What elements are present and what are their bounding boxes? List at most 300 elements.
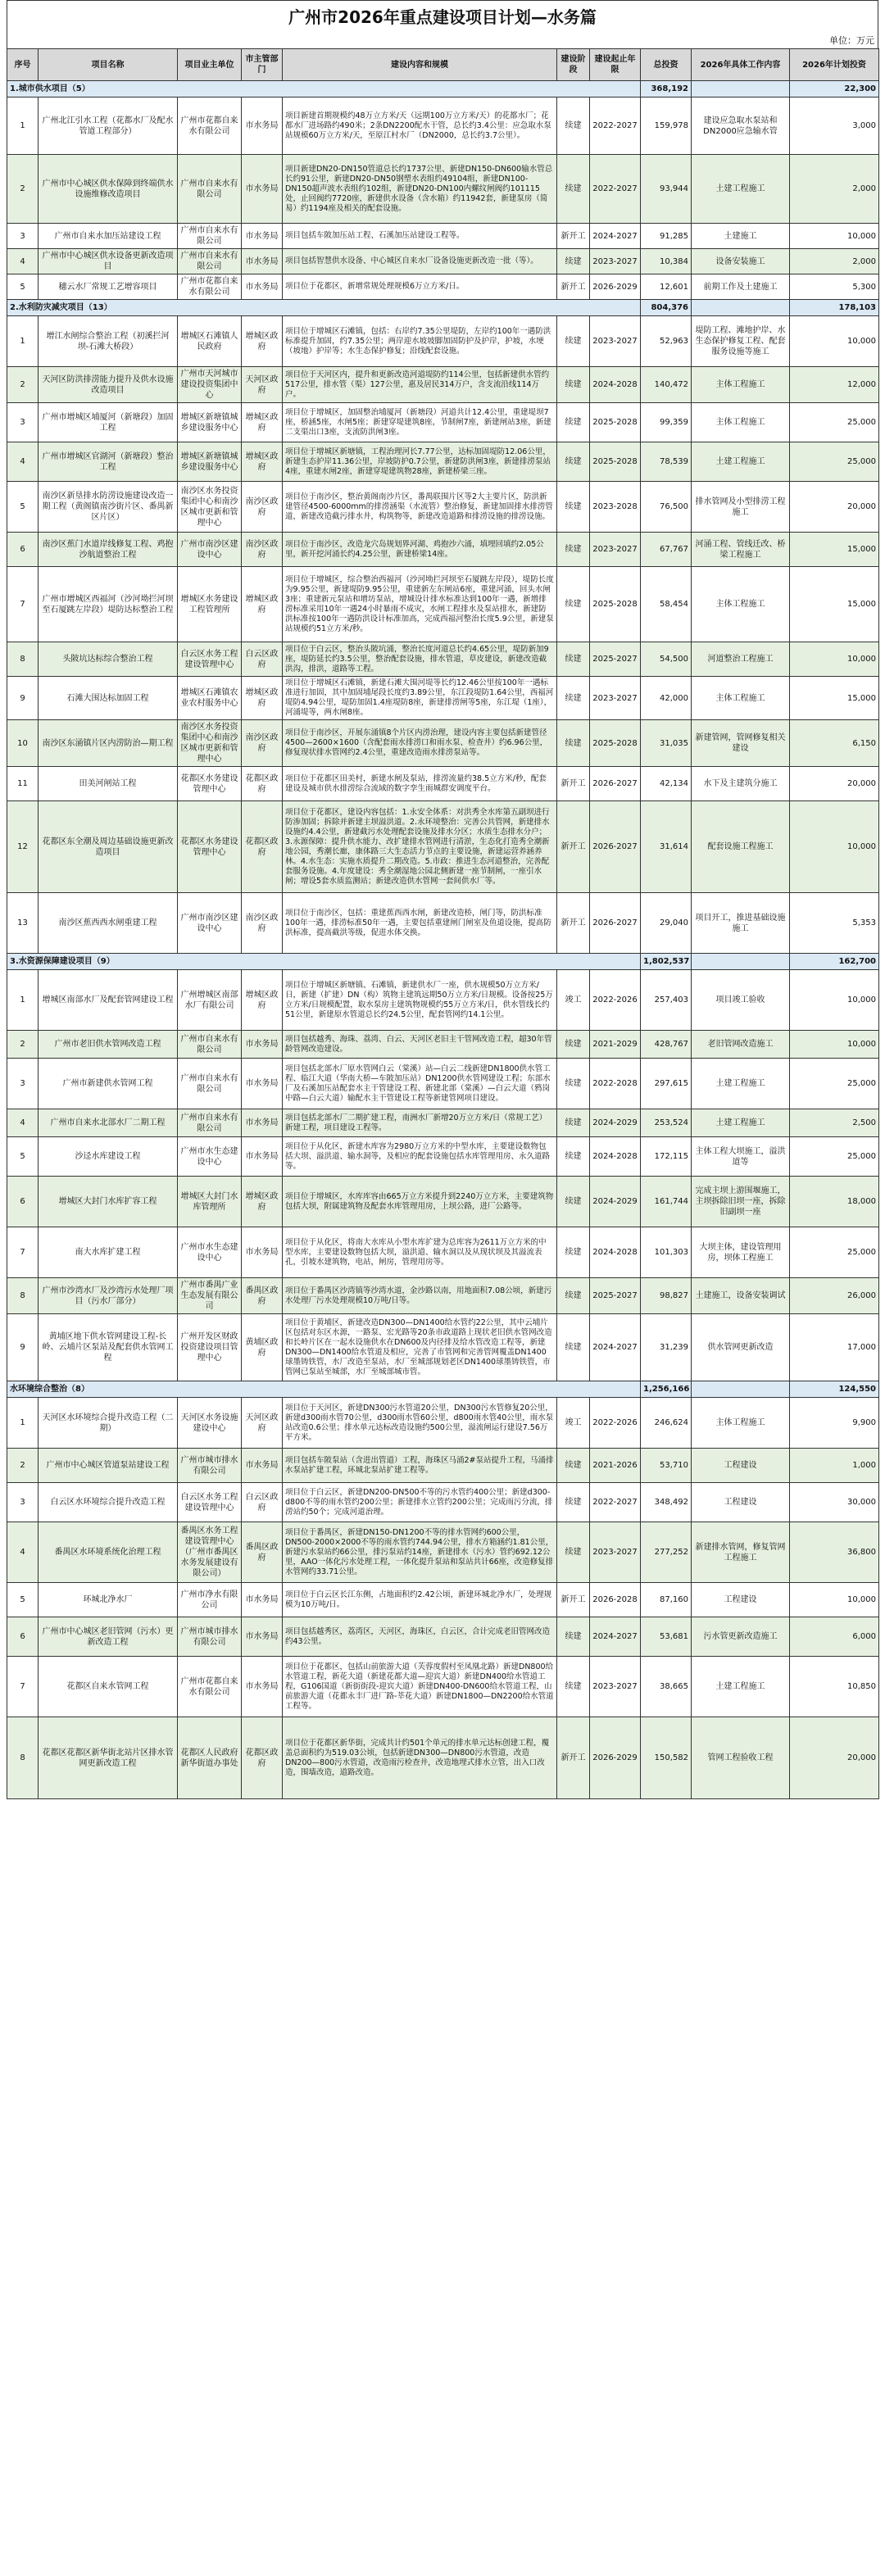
table-row xyxy=(7,1059,879,1109)
cell-content: 项目位于番禺区，新建DN150-DN1200不等的排水管网约600公里，DN500-2000×2000不等的雨水管约744.94公里，排水方箱涵约1.81公里，新建污水泵站约66公里，排污泵站约14座，新建排水（污水）管约692.12公里，AAO一体化污水处理工程，一体化提升泵站和泵站共计66座，改造修复排水管网约33.71公里。 xyxy=(283,1522,557,1583)
cell-content: 项目位于白云区长江东侧，占地面积约2.42公顷，新建环城北净水厂，处理规模为10万吨/日。 xyxy=(283,1583,557,1617)
cell-project-name: 广州市老旧供水管网改造工程 xyxy=(39,1031,178,1059)
cell-stage: 新开工 xyxy=(557,801,590,893)
cell-project-name: 沙迳水库建设工程 xyxy=(39,1137,178,1177)
cell-project-name: 番禺区水环境系统化治理工程 xyxy=(39,1522,178,1583)
cell-index: 7 xyxy=(7,1657,39,1717)
table-row xyxy=(7,1483,879,1522)
cell-stage: 续建 xyxy=(557,249,590,274)
cell-work-content: 配套设施工程施工 xyxy=(692,801,790,893)
table-row xyxy=(7,970,879,1031)
cell-total-investment: 277,252 xyxy=(641,1522,692,1583)
table-row xyxy=(7,274,879,300)
cell-department: 南沙区政府 xyxy=(242,893,283,954)
cell-index: 4 xyxy=(7,1109,39,1137)
cell-index: 7 xyxy=(7,1227,39,1278)
table-row xyxy=(7,1617,879,1657)
cell-plan-investment: 10,000 xyxy=(790,224,879,249)
cell-plan-investment: 6,000 xyxy=(790,1617,879,1657)
cell-stage: 续建 xyxy=(557,1522,590,1583)
cell-owner: 广州市花都自来水有限公司 xyxy=(178,98,242,155)
cell-years: 2023-2027 xyxy=(590,533,641,567)
cell-years: 2023-2028 xyxy=(590,482,641,533)
cell-years: 2026-2027 xyxy=(590,801,641,893)
cell-work-content: 土建工程施工 xyxy=(692,1109,790,1137)
cell-years: 2023-2027 xyxy=(590,316,641,367)
cell-total-investment: 12,601 xyxy=(641,274,692,300)
cell-content: 项目位于花都区田美村，新建水闸及泵站，排涝流量约38.5立方米/秒，配套建设及城市供水排涝综合流域的数字孪生雨城群安调度平台。 xyxy=(283,767,557,801)
cell-department: 花都区政府 xyxy=(242,1717,283,1799)
cell-stage: 续建 xyxy=(557,1314,590,1381)
cell-total-investment: 53,681 xyxy=(641,1617,692,1657)
table-row xyxy=(7,801,879,893)
cell-years: 2025-2028 xyxy=(590,442,641,482)
cell-plan-investment: 10,000 xyxy=(790,642,879,677)
cell-stage: 续建 xyxy=(557,642,590,677)
cell-owner: 广州市城市排水有限公司 xyxy=(178,1617,242,1657)
cell-department: 增城区政府 xyxy=(242,677,283,720)
cell-index: 1 xyxy=(7,970,39,1031)
cell-content: 项目位于南沙区，改造龙穴岛规划界河湖、鸡抱沙六涌，填埋回填约2.05公里，新开挖河涌长约4.25公里，新建桥梁14座。 xyxy=(283,533,557,567)
cell-project-name: 广州市中心城区供水保障到终端供水设施维修改造项目 xyxy=(39,155,178,224)
cell-content: 项目包括越秀区，荔湾区，天河区，海珠区，白云区，合计完成老旧管网改造约43公里。 xyxy=(283,1617,557,1657)
cell-department: 白云区政府 xyxy=(242,642,283,677)
cell-plan-investment: 6,150 xyxy=(790,720,879,767)
cell-content: 项目包括北部水厂二期扩建工程，南洲水厂新增20万立方米/日（常规工艺）新建工程，项目建设工程等。 xyxy=(283,1109,557,1137)
cell-work-content: 管网工程验收工程 xyxy=(692,1717,790,1799)
cell-index: 5 xyxy=(7,1137,39,1177)
cell-work-content: 排水管网及小型排涝工程施工 xyxy=(692,482,790,533)
cell-project-name: 增城区南部水厂及配套管网建设工程 xyxy=(39,970,178,1031)
section-row xyxy=(7,81,879,98)
cell-years: 2024-2027 xyxy=(590,1617,641,1657)
cell-total-investment: 253,524 xyxy=(641,1109,692,1137)
cell-content: 项目位于花都区，包括山前旅游大道（芙蓉度假村至凤凰北路）新建DN800给水管道工程，新花大道（新建花都大道—迎宾大道）新建DN400给水管道工程，G106国道（新街街段-迎宾大道）新建DN400-DN600给水管道工程，山前旅游大道（花都永丰厂进厂路-莘花大道）新建DN1800—DN2200给水管道工程等。 xyxy=(283,1657,557,1717)
cell-owner: 花都区水务建设管理中心 xyxy=(178,801,242,893)
cell-work-content: 土建施工，设备安装调试 xyxy=(692,1278,790,1314)
cell-department: 市水务局 xyxy=(242,1227,283,1278)
cell-stage: 续建 xyxy=(557,155,590,224)
cell-index: 7 xyxy=(7,567,39,642)
cell-index: 2 xyxy=(7,155,39,224)
cell-plan-investment: 25,000 xyxy=(790,1059,879,1109)
cell-index: 6 xyxy=(7,1177,39,1227)
cell-stage: 续建 xyxy=(557,98,590,155)
cell-stage: 续建 xyxy=(557,1657,590,1717)
cell-project-name: 白云区水环境综合提升改造工程 xyxy=(39,1483,178,1522)
cell-total-investment: 78,539 xyxy=(641,442,692,482)
cell-content: 项目位于天河区，新建DN300污水管道20公里，DN300污水管修复20公里，新建d300雨水管70公里，d300雨水管60公里，d800雨水管40公里，雨水泵站改造0.6公里；排水单元达标改造设施约500公里，溢流闸运行建设7.56万平方米。 xyxy=(283,1398,557,1449)
cell-stage: 新开工 xyxy=(557,893,590,954)
cell-plan-investment: 25,000 xyxy=(790,403,879,442)
cell-content: 项目位于增城区新塘镇、石滩镇，新建供水厂一座，供水规模50万立方米/日，新建（扩建）DN（构）筑物主建筑远期50万立方米/日规模。设备按25万立方米/日规模配置，取水泵房主建筑物规模约55万立方米/日，供水管线长约51公里，新建原水管道总长约24.5公里，配套管网约14.1公里。 xyxy=(283,970,557,1031)
header-cell: 市主管部门 xyxy=(242,49,283,81)
cell-years: 2021-2026 xyxy=(590,1449,641,1483)
cell-owner: 增城区新塘镇城乡建设服务中心 xyxy=(178,442,242,482)
cell-years: 2026-2029 xyxy=(590,274,641,300)
cell-owner: 广州市自来水有限公司 xyxy=(178,224,242,249)
cell-total-investment: 31,239 xyxy=(641,1314,692,1381)
cell-project-name: 穗云水厂常规工艺增容项目 xyxy=(39,274,178,300)
cell-project-name: 南沙区东涌镇片区内涝防治—期工程 xyxy=(39,720,178,767)
cell-project-name: 花都区东全潮及周边基础设施更新改造项目 xyxy=(39,801,178,893)
cell-plan-investment: 10,000 xyxy=(790,316,879,367)
cell-project-name: 花都区自来水管网工程 xyxy=(39,1657,178,1717)
cell-index: 9 xyxy=(7,1314,39,1381)
cell-total-investment: 42,134 xyxy=(641,767,692,801)
header-cell: 建设内容和规模 xyxy=(283,49,557,81)
cell-plan-investment: 2,000 xyxy=(790,155,879,224)
cell-department: 市水务局 xyxy=(242,1617,283,1657)
table-row xyxy=(7,677,879,720)
cell-total-investment: 428,767 xyxy=(641,1031,692,1059)
cell-plan-investment: 10,000 xyxy=(790,1031,879,1059)
cell-department: 花都区政府 xyxy=(242,767,283,801)
cell-years: 2025-2027 xyxy=(590,642,641,677)
cell-content: 项目位于南沙区，包括：重建蕉西西水闸，新建改造桥，闸门等，防洪标准100年一遇，排涝标准50年一遇，主要包括重建闸门闸室及鱼道设施，提高防洪标准，提高截洪等级，促进水体交换。 xyxy=(283,893,557,954)
cell-total-investment: 54,500 xyxy=(641,642,692,677)
cell-index: 12 xyxy=(7,801,39,893)
cell-owner: 广州市水生态建设中心 xyxy=(178,1137,242,1177)
table-row xyxy=(7,767,879,801)
cell-years: 2022-2027 xyxy=(590,1483,641,1522)
cell-department: 黄埔区政府 xyxy=(242,1314,283,1381)
cell-total-investment: 76,500 xyxy=(641,482,692,533)
cell-owner: 南沙区水务投资集团中心和南沙区城市更新和管理中心 xyxy=(178,720,242,767)
cell-department: 南沙区政府 xyxy=(242,533,283,567)
cell-owner: 广州市番禺广业生态发展有限公司 xyxy=(178,1278,242,1314)
cell-work-content: 设备安装施工 xyxy=(692,249,790,274)
cell-index: 8 xyxy=(7,642,39,677)
cell-department: 市水务局 xyxy=(242,98,283,155)
cell-plan-investment: 2,000 xyxy=(790,249,879,274)
cell-department: 天河区政府 xyxy=(242,1398,283,1449)
cell-stage: 续建 xyxy=(557,567,590,642)
cell-total-investment: 67,767 xyxy=(641,533,692,567)
cell-content: 项目位于增城区，加固整治埔厦河（新塘段）河道共计12.4公里，重建堤坝7座，桥涵5座，水闸5座；新建穿堤建筑8座，节制闸7座，新建闸站3座，新建二支渠出口3座，支流防洪闸3座。 xyxy=(283,403,557,442)
cell-stage: 续建 xyxy=(557,1449,590,1483)
cell-stage: 竣工 xyxy=(557,970,590,1031)
cell-content: 项目位于增城区石滩镇，包括：右岸约7.35公里堤防，左岸约100年一遇防洪标准提升加固，约7.35公里；两岸迎水坡坡脚加固防护及护岸，护坡，水埂（坡地）护岸等；水生态保护修复；沿线配套设施。 xyxy=(283,316,557,367)
table-row xyxy=(7,1177,879,1227)
cell-work-content: 河道整治工程施工 xyxy=(692,642,790,677)
table-row xyxy=(7,316,879,367)
table-row xyxy=(7,1314,879,1381)
cell-content: 项目位于增城区石滩镇，新建石滩大围河堤等长约12.46公里按100年一遇标准进行加固，其中加固埔尾段长度约3.89公里，东江段堤防1.64公里，西福河堤防4.94公里，堤防加固1.4座堤防8座，新建排涝闸等5座，东江堤（1座），河涌堤等，两水闸8座。 xyxy=(283,677,557,720)
cell-plan-investment: 10,000 xyxy=(790,801,879,893)
cell-content: 项目位于番禺区沙湾镇等沙湾水道，金沙路以南，用地面积7.08公顷，新建污水处理厂污水处理规模10万吨/日等。 xyxy=(283,1278,557,1314)
cell-stage: 续建 xyxy=(557,1137,590,1177)
cell-index: 13 xyxy=(7,893,39,954)
cell-project-name: 广州市增城区埔厦河（新塘段）加固工程 xyxy=(39,403,178,442)
cell-years: 2024-2027 xyxy=(590,224,641,249)
table-row xyxy=(7,567,879,642)
cell-project-name: 南大水库扩建工程 xyxy=(39,1227,178,1278)
header-cell: 建设阶段 xyxy=(557,49,590,81)
table-row xyxy=(7,482,879,533)
section-work-empty xyxy=(692,1381,790,1398)
cell-plan-investment: 36,800 xyxy=(790,1522,879,1583)
cell-content: 项目位于增城区，水库库容由665万立方米提升到2240万立方米，主要建筑物包括大坝，附属建筑物及配套水库管理用房，上坝公路，进厂公路等。 xyxy=(283,1177,557,1227)
cell-plan-investment: 25,000 xyxy=(790,1137,879,1177)
table-row xyxy=(7,1227,879,1278)
cell-plan-investment: 12,000 xyxy=(790,367,879,403)
cell-project-name: 南沙区蕉门水道岸线修复工程、鸡抱沙航道整治工程 xyxy=(39,533,178,567)
cell-content: 项目包括车陂加压站工程、石溪加压站建设工程等。 xyxy=(283,224,557,249)
cell-content: 项目新建DN20-DN150管道总长约1737公里、新建DN150-DN600输水管总长约91公里，新建DN20-DN50钢塑水表组约49104组，新建DN100-DN150超声波水表组约102组，新建DN20-DN100内螺纹闸阀约101115处，止回阀约7720座，新建供水设备（含水箱）约11942套，新建泵房（简易）约1194座及相关的配套设施。 xyxy=(283,155,557,224)
page-title: 广州市2026年重点建设项目计划—水务篇 xyxy=(7,0,878,34)
header-cell: 建设起止年限 xyxy=(590,49,641,81)
cell-index: 8 xyxy=(7,1278,39,1314)
cell-total-investment: 38,665 xyxy=(641,1657,692,1717)
cell-plan-investment: 2,500 xyxy=(790,1109,879,1137)
cell-stage: 续建 xyxy=(557,1483,590,1522)
cell-stage: 续建 xyxy=(557,1227,590,1278)
cell-stage: 新开工 xyxy=(557,1583,590,1617)
cell-work-content: 新建排水管网，修复管网工程施工 xyxy=(692,1522,790,1583)
cell-years: 2021-2029 xyxy=(590,1031,641,1059)
cell-index: 2 xyxy=(7,367,39,403)
header-cell: 项目业主单位 xyxy=(178,49,242,81)
cell-years: 2022-2026 xyxy=(590,1398,641,1449)
cell-content: 项目位于天河区内，提升和更新改造河道堤防约114公里，包括新建供水管约517公里，排水管（渠）127公里，惠及居民314万户，含支流沿线114万户。 xyxy=(283,367,557,403)
cell-project-name: 黄埔区地下供水管网建设工程-长岭、云埔片区泵站及配套供水管网工程 xyxy=(39,1314,178,1381)
cell-owner: 广州市自来水有限公司 xyxy=(178,1059,242,1109)
cell-years: 2024-2028 xyxy=(590,367,641,403)
cell-stage: 续建 xyxy=(557,367,590,403)
cell-work-content: 土建工程施工 xyxy=(692,1657,790,1717)
cell-owner: 广州开发区财政投资建设项目管理中心 xyxy=(178,1314,242,1381)
cell-stage: 续建 xyxy=(557,533,590,567)
cell-project-name: 头陂坑达标综合整治工程 xyxy=(39,642,178,677)
cell-department: 市水务局 xyxy=(242,1657,283,1717)
cell-work-content: 供水管网更新改造 xyxy=(692,1314,790,1381)
cell-owner: 天河区水务设施建设中心 xyxy=(178,1398,242,1449)
section-row xyxy=(7,1381,879,1398)
cell-years: 2025-2027 xyxy=(590,1278,641,1314)
header-cell: 序号 xyxy=(7,49,39,81)
cell-total-investment: 99,359 xyxy=(641,403,692,442)
cell-work-content: 水下及主建筑分施工 xyxy=(692,767,790,801)
cell-index: 6 xyxy=(7,533,39,567)
cell-plan-investment: 20,000 xyxy=(790,482,879,533)
cell-department: 市水务局 xyxy=(242,155,283,224)
cell-years: 2022-2027 xyxy=(590,98,641,155)
cell-department: 天河区政府 xyxy=(242,367,283,403)
cell-owner: 增城区石滩镇人民政府 xyxy=(178,316,242,367)
table-row xyxy=(7,893,879,954)
cell-owner: 白云区水务工程建设管理中心 xyxy=(178,1483,242,1522)
cell-plan-investment: 10,000 xyxy=(790,1583,879,1617)
cell-work-content: 土建工程施工 xyxy=(692,155,790,224)
table-row xyxy=(7,1278,879,1314)
cell-content: 项目位于从化区，将南大水库从小型水库扩建为总库容为2611万立方米的中型水库，主要建设数物包括大坝，溢洪道、输水洞以及从现状坝及其溢流表孔，引坡水建筑物，电站，闸房，管理用房等。 xyxy=(283,1227,557,1278)
table-row xyxy=(7,98,879,155)
cell-work-content: 堤防工程、滩地护岸、水生态保护修复工程、配套服务设施等施工 xyxy=(692,316,790,367)
cell-index: 9 xyxy=(7,677,39,720)
cell-work-content: 工程建设 xyxy=(692,1483,790,1522)
cell-plan-investment: 20,000 xyxy=(790,767,879,801)
cell-work-content: 主体工程施工 xyxy=(692,677,790,720)
cell-project-name: 广州市新建供水管网工程 xyxy=(39,1059,178,1109)
cell-stage: 新开工 xyxy=(557,274,590,300)
section-work-empty xyxy=(692,954,790,970)
cell-department: 增城区政府 xyxy=(242,567,283,642)
cell-total-investment: 42,000 xyxy=(641,677,692,720)
cell-years: 2025-2028 xyxy=(590,403,641,442)
cell-stage: 续建 xyxy=(557,442,590,482)
table-body xyxy=(7,81,879,1799)
cell-index: 8 xyxy=(7,1717,39,1799)
cell-plan-investment: 15,000 xyxy=(790,567,879,642)
cell-owner: 南沙区水务投资集团中心和南沙区城市更新和管理中心 xyxy=(178,482,242,533)
cell-total-investment: 98,827 xyxy=(641,1278,692,1314)
cell-years: 2024-2027 xyxy=(590,1314,641,1381)
cell-plan-investment: 10,850 xyxy=(790,1657,879,1717)
cell-project-name: 增江水闸综合整治工程（初溪拦河坝-石滩大桥段） xyxy=(39,316,178,367)
cell-owner: 增城区水务建设工程管理所 xyxy=(178,567,242,642)
cell-content: 项目位于增城区，综合整治西福河（沙河坳拦河坝至石厦跳左岸段），堤防长度为9.95公里，新建堤防9.95公里，重建新左东闸站6座，重建河涌，回头水闸3座；重建新元泵站和增坊泵站，增城设计排水标准达到100年一遇，新增排涝标准采用10年一遇24小时暴雨不成灾，水闸工程排水及泵站排水，新建防洪标准按100年一遇防洪设计标准加高，完成西福河整治长度5.9公里，新建泵站规模约51立方米/秒。 xyxy=(283,567,557,642)
cell-total-investment: 93,944 xyxy=(641,155,692,224)
section-work-empty xyxy=(692,300,790,316)
cell-stage: 续建 xyxy=(557,720,590,767)
cell-department: 白云区政府 xyxy=(242,1483,283,1522)
cell-work-content: 污水管更新改造施工 xyxy=(692,1617,790,1657)
cell-department: 花都区政府 xyxy=(242,801,283,893)
cell-index: 2 xyxy=(7,1031,39,1059)
table-row xyxy=(7,1657,879,1717)
table-row xyxy=(7,1137,879,1177)
cell-department: 增城区政府 xyxy=(242,970,283,1031)
cell-owner: 广州市南沙区建设中心 xyxy=(178,893,242,954)
cell-project-name: 天河区水环境综合提升改造工程（二期） xyxy=(39,1398,178,1449)
cell-project-name: 增城区大封门水库扩容工程 xyxy=(39,1177,178,1227)
cell-total-investment: 29,040 xyxy=(641,893,692,954)
header-row xyxy=(7,49,879,81)
cell-owner: 广州市城市排水有限公司 xyxy=(178,1449,242,1483)
cell-project-name: 天河区防洪排涝能力提升及供水设施改造项目 xyxy=(39,367,178,403)
cell-index: 3 xyxy=(7,1483,39,1522)
cell-project-name: 广州市增城区西福河（沙河坳拦河坝至石厦跳左岸段）堤防达标整治工程 xyxy=(39,567,178,642)
cell-project-name: 广州市沙湾水厂及沙湾污水处理厂项目（污水厂部分） xyxy=(39,1278,178,1314)
cell-stage: 续建 xyxy=(557,1031,590,1059)
cell-content: 项目包括北部水厂原水管网白云（棠溪）站—白云二线新建DN1800供水管工程、临江大道（华南大桥—车陂加压站）DN1200供水管网建设工程；东部水厂及石溪加压站配套水主干管建设工程、新建北部（棠溪）—白云大道（鸦岗中路—白云大道）输配水主干管建设工程等新建管网项目建设。 xyxy=(283,1059,557,1109)
cell-index: 4 xyxy=(7,249,39,274)
cell-years: 2026-2029 xyxy=(590,1717,641,1799)
cell-project-name: 广州市中心城区老旧管网（污水）更新改造工程 xyxy=(39,1617,178,1657)
cell-stage: 新开工 xyxy=(557,767,590,801)
cell-plan-investment: 25,000 xyxy=(790,442,879,482)
cell-work-content: 土建工程施工 xyxy=(692,442,790,482)
cell-years: 2024-2029 xyxy=(590,1177,641,1227)
cell-years: 2025-2028 xyxy=(590,720,641,767)
cell-owner: 增城区石滩镇农业农村服务中心 xyxy=(178,677,242,720)
cell-index: 1 xyxy=(7,316,39,367)
cell-years: 2024-2028 xyxy=(590,1137,641,1177)
cell-plan-investment: 15,000 xyxy=(790,533,879,567)
cell-owner: 广州市花都自来水有限公司 xyxy=(178,274,242,300)
cell-total-investment: 246,624 xyxy=(641,1398,692,1449)
cell-total-investment: 58,454 xyxy=(641,567,692,642)
cell-department: 市水务局 xyxy=(242,274,283,300)
section-plan: 22,300 xyxy=(790,81,879,98)
cell-owner: 广州市自来水有限公司 xyxy=(178,1031,242,1059)
cell-department: 市水务局 xyxy=(242,1031,283,1059)
cell-index: 2 xyxy=(7,1449,39,1483)
cell-stage: 续建 xyxy=(557,1109,590,1137)
table-row xyxy=(7,367,879,403)
cell-work-content: 项目竣工验收 xyxy=(692,970,790,1031)
cell-department: 增城区政府 xyxy=(242,442,283,482)
cell-stage: 竣工 xyxy=(557,1398,590,1449)
cell-department: 增城区政府 xyxy=(242,403,283,442)
cell-index: 5 xyxy=(7,274,39,300)
table-row xyxy=(7,1031,879,1059)
cell-stage: 续建 xyxy=(557,1617,590,1657)
cell-project-name: 广州市中心城区管道泵站建设工程 xyxy=(39,1449,178,1483)
cell-years: 2026-2027 xyxy=(590,893,641,954)
section-plan: 178,103 xyxy=(790,300,879,316)
cell-project-name: 南沙区新垦排水防涝设施建设改造一期工程（黄阁镇南沙街片区、番禺新区片区） xyxy=(39,482,178,533)
section-total: 804,376 xyxy=(641,300,692,316)
cell-total-investment: 172,115 xyxy=(641,1137,692,1177)
cell-years: 2025-2028 xyxy=(590,567,641,642)
cell-years: 2024-2029 xyxy=(590,1109,641,1137)
cell-stage: 续建 xyxy=(557,482,590,533)
cell-work-content: 土建工程施工 xyxy=(692,1059,790,1109)
cell-total-investment: 31,614 xyxy=(641,801,692,893)
cell-department: 市水务局 xyxy=(242,1137,283,1177)
cell-total-investment: 348,492 xyxy=(641,1483,692,1522)
cell-owner: 广州市天河城市建设投资集团中心 xyxy=(178,367,242,403)
cell-owner: 广州市南沙区建设中心 xyxy=(178,533,242,567)
cell-plan-investment: 1,000 xyxy=(790,1449,879,1483)
cell-stage: 续建 xyxy=(557,677,590,720)
cell-work-content: 主体工程施工 xyxy=(692,403,790,442)
table-row xyxy=(7,155,879,224)
cell-department: 南沙区政府 xyxy=(242,482,283,533)
cell-content: 项目包括越秀、海珠、荔湾、白云、天河区老旧主干管网改造工程，超30年管龄管网改造建设。 xyxy=(283,1031,557,1059)
cell-work-content: 工程建设 xyxy=(692,1583,790,1617)
cell-project-name: 石滩大围达标加固工程 xyxy=(39,677,178,720)
cell-plan-investment: 25,000 xyxy=(790,1227,879,1278)
cell-years: 2023-2027 xyxy=(590,1522,641,1583)
cell-owner: 白云区水务工程建设管理中心 xyxy=(178,642,242,677)
cell-department: 市水务局 xyxy=(242,1583,283,1617)
header-cell: 项目名称 xyxy=(39,49,178,81)
cell-index: 1 xyxy=(7,98,39,155)
cell-stage: 新开工 xyxy=(557,1717,590,1799)
cell-work-content: 建设应急取水泵站和DN2000应急输水管 xyxy=(692,98,790,155)
cell-content: 项目位于从化区，新建水库容为2980万立方米的中型水库，主要建设数物包括大坝、溢洪道、输水洞等，及相应的配套设施包括水库管理用房、永久道路等。 xyxy=(283,1137,557,1177)
cell-work-content: 土建施工 xyxy=(692,224,790,249)
cell-content: 项目位于黄埔区，新建改造DN300—DN1400给水管约22公里，其中云埔片区包括对东区水源，一路泵、宏光路等20条市政道路上现状老旧供水管网改造和长岭片区在一起水设施供水在DN600及内径排及给水管改造工程等，新建DN300—DN1400给水管道及相应，完善了市管网和完善管网覆盖DN1400球墨铸铁管，水厂改造至泵站，水厂至城部规划老区DN1400球墨铸铁管，市管网已泵站至城部，水厂至城部城市管。 xyxy=(283,1314,557,1381)
cell-work-content: 主体工程施工 xyxy=(692,1398,790,1449)
section-plan: 124,550 xyxy=(790,1381,879,1398)
cell-plan-investment: 20,000 xyxy=(790,1717,879,1799)
table-row xyxy=(7,224,879,249)
table-row xyxy=(7,1109,879,1137)
cell-total-investment: 140,472 xyxy=(641,367,692,403)
cell-content: 项目包括车陂泵站（含进出管道）工程，海珠区马涌2#泵站提升工程，马涌排水泵站扩建工程，环城北泵站扩建工程等。 xyxy=(283,1449,557,1483)
cell-total-investment: 257,403 xyxy=(641,970,692,1031)
cell-project-name: 南沙区蕉西西水闸重建工程 xyxy=(39,893,178,954)
cell-work-content: 主体工程施工 xyxy=(692,567,790,642)
cell-content: 项目位于花都区，新增常规处理规模6万立方米/日。 xyxy=(283,274,557,300)
cell-index: 3 xyxy=(7,403,39,442)
table-row xyxy=(7,1583,879,1617)
cell-owner: 花都区人民政府新华街道办事处 xyxy=(178,1717,242,1799)
